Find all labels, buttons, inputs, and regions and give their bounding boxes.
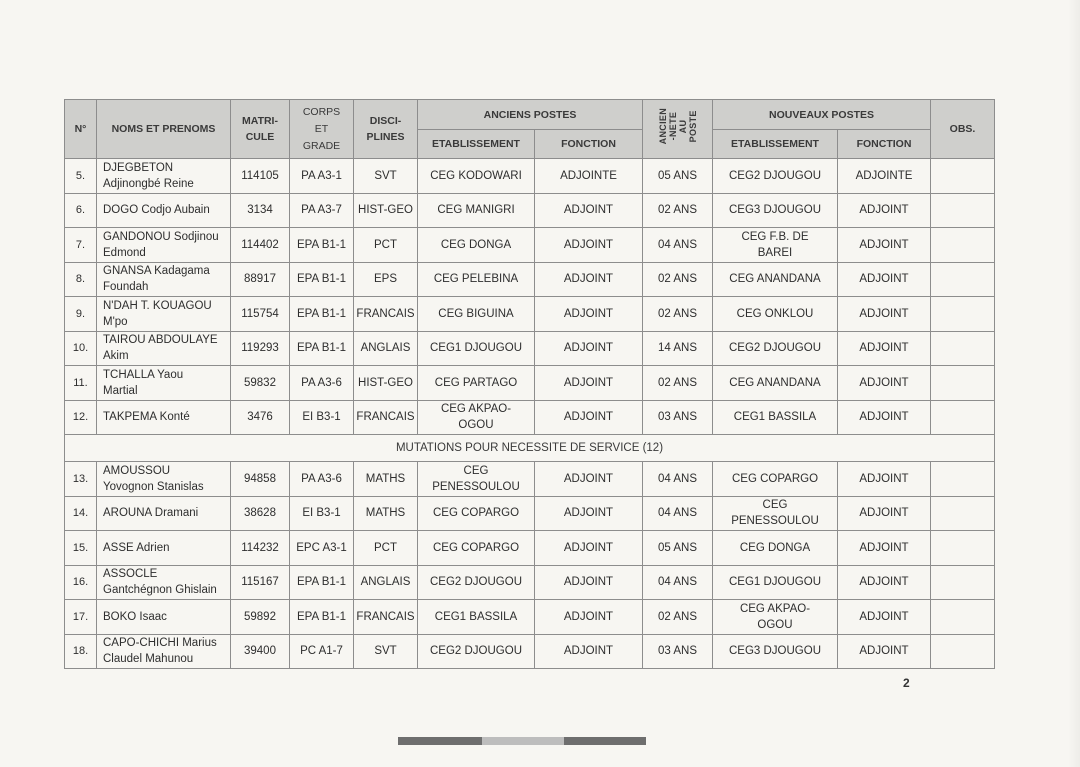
row-corps-grade: PA A3-1	[290, 159, 354, 194]
row-discipline: ANGLAIS	[354, 565, 418, 600]
row-new-fonction: ADJOINT	[838, 228, 931, 263]
row-matricule: 59892	[231, 600, 290, 635]
row-new-etablissement: CEG ANANDANA	[713, 262, 838, 297]
row-name: TCHALLA Yaou Martial	[97, 366, 231, 401]
page-number: 2	[903, 676, 910, 690]
header-anciennete	[643, 100, 713, 159]
header-new-fonction: FONCTION	[838, 130, 931, 159]
table-body-second	[65, 462, 995, 669]
header-corps-grade: CORPS ET GRADE	[290, 100, 354, 159]
row-old-etablissement: CEG2 DJOUGOU	[418, 565, 535, 600]
row-number: 8.	[65, 262, 97, 297]
row-matricule: 115167	[231, 565, 290, 600]
row-name: DOGO Codjo Aubain	[97, 193, 231, 228]
row-corps-grade: EPA B1-1	[290, 331, 354, 366]
row-discipline: MATHS	[354, 496, 418, 531]
page-edge-shadow	[1068, 0, 1080, 767]
table-row	[65, 496, 995, 531]
row-corps-grade: EPA B1-1	[290, 565, 354, 600]
row-old-fonction: ADJOINT	[535, 262, 643, 297]
row-number: 17.	[65, 600, 97, 635]
table-row	[65, 193, 995, 228]
row-old-fonction: ADJOINT	[535, 331, 643, 366]
row-anciennete: 04 ANS	[643, 228, 713, 263]
row-new-etablissement: CEG1 BASSILA	[713, 400, 838, 435]
row-anciennete: 02 ANS	[643, 366, 713, 401]
row-old-fonction: ADJOINT	[535, 634, 643, 669]
header-disciplines: DISCI- PLINES	[354, 100, 418, 159]
section-title: MUTATIONS POUR NECESSITE DE SERVICE (12)	[65, 435, 995, 462]
row-obs	[931, 159, 995, 194]
row-number: 9.	[65, 297, 97, 332]
row-discipline: EPS	[354, 262, 418, 297]
row-obs	[931, 634, 995, 669]
row-corps-grade: EPA B1-1	[290, 262, 354, 297]
row-old-fonction: ADJOINT	[535, 228, 643, 263]
row-new-fonction: ADJOINTE	[838, 159, 931, 194]
row-discipline: FRANCAIS	[354, 400, 418, 435]
table-row	[65, 159, 995, 194]
row-corps-grade: EPA B1-1	[290, 228, 354, 263]
row-name: ASSOCLE Gantchégnon Ghislain	[97, 565, 231, 600]
row-corps-grade: PA A3-6	[290, 366, 354, 401]
row-name: ASSE Adrien	[97, 531, 231, 566]
row-new-fonction: ADJOINT	[838, 531, 931, 566]
row-anciennete: 02 ANS	[643, 297, 713, 332]
table-row	[65, 331, 995, 366]
row-new-fonction: ADJOINT	[838, 600, 931, 635]
row-new-etablissement: CEG DONGA	[713, 531, 838, 566]
row-corps-grade: PA A3-7	[290, 193, 354, 228]
row-name: N'DAH T. KOUAGOU M'po	[97, 297, 231, 332]
row-anciennete: 04 ANS	[643, 496, 713, 531]
row-number: 15.	[65, 531, 97, 566]
row-new-fonction: ADJOINT	[838, 565, 931, 600]
row-corps-grade: EPC A3-1	[290, 531, 354, 566]
row-old-fonction: ADJOINT	[535, 297, 643, 332]
row-name: BOKO Isaac	[97, 600, 231, 635]
row-new-etablissement: CEG1 DJOUGOU	[713, 565, 838, 600]
row-old-etablissement: CEG MANIGRI	[418, 193, 535, 228]
row-new-fonction: ADJOINT	[838, 262, 931, 297]
row-obs	[931, 531, 995, 566]
row-name: GNANSA Kadagama Foundah	[97, 262, 231, 297]
row-new-etablissement: CEG3 DJOUGOU	[713, 634, 838, 669]
header-obs: OBS.	[931, 100, 995, 159]
row-matricule: 3134	[231, 193, 290, 228]
row-corps-grade: EPA B1-1	[290, 297, 354, 332]
mutations-table	[64, 99, 995, 669]
row-new-etablissement: CEG2 DJOUGOU	[713, 159, 838, 194]
row-number: 12.	[65, 400, 97, 435]
row-obs	[931, 262, 995, 297]
row-new-fonction: ADJOINT	[838, 193, 931, 228]
row-old-fonction: ADJOINTE	[535, 159, 643, 194]
row-anciennete: 14 ANS	[643, 331, 713, 366]
row-discipline: HIST-GEO	[354, 193, 418, 228]
header-old-fonction: FONCTION	[535, 130, 643, 159]
row-discipline: ANGLAIS	[354, 331, 418, 366]
row-new-etablissement: CEG PENESSOULOU	[713, 496, 838, 531]
row-corps-grade: EPA B1-1	[290, 600, 354, 635]
table-row	[65, 600, 995, 635]
row-new-etablissement: CEG F.B. DE BAREI	[713, 228, 838, 263]
header-new-etablissement: ETABLISSEMENT	[713, 130, 838, 159]
row-matricule: 114232	[231, 531, 290, 566]
row-matricule: 39400	[231, 634, 290, 669]
table-row	[65, 262, 995, 297]
anciennete-vertical-label: ANCIEN -NETE AU POSTE	[657, 108, 698, 145]
row-matricule: 3476	[231, 400, 290, 435]
row-old-fonction: ADJOINT	[535, 400, 643, 435]
row-matricule: 119293	[231, 331, 290, 366]
row-old-fonction: ADJOINT	[535, 462, 643, 497]
row-name: CAPO-CHICHI Marius Claudel Mahunou	[97, 634, 231, 669]
header-matricule: MATRI- CULE	[231, 100, 290, 159]
row-number: 7.	[65, 228, 97, 263]
row-anciennete: 04 ANS	[643, 565, 713, 600]
row-obs	[931, 193, 995, 228]
row-new-fonction: ADJOINT	[838, 400, 931, 435]
row-obs	[931, 331, 995, 366]
row-old-etablissement: CEG1 BASSILA	[418, 600, 535, 635]
footer-bar-segment-middle	[482, 737, 564, 745]
header-names: NOMS ET PRENOMS	[97, 100, 231, 159]
footer-bar	[398, 737, 646, 745]
header-nouveaux-postes: NOUVEAUX POSTES	[713, 100, 931, 130]
row-number: 16.	[65, 565, 97, 600]
row-old-etablissement: CEG PARTAGO	[418, 366, 535, 401]
row-old-etablissement: CEG PENESSOULOU	[418, 462, 535, 497]
row-obs	[931, 496, 995, 531]
table-row	[65, 531, 995, 566]
row-old-etablissement: CEG2 DJOUGOU	[418, 634, 535, 669]
row-number: 14.	[65, 496, 97, 531]
row-new-etablissement: CEG2 DJOUGOU	[713, 331, 838, 366]
row-number: 6.	[65, 193, 97, 228]
row-old-etablissement: CEG BIGUINA	[418, 297, 535, 332]
table-body-first	[65, 159, 995, 435]
row-name: GANDONOU Sodjinou Edmond	[97, 228, 231, 263]
row-obs	[931, 565, 995, 600]
row-number: 18.	[65, 634, 97, 669]
table-row	[65, 462, 995, 497]
row-corps-grade: PC A1-7	[290, 634, 354, 669]
row-old-etablissement: CEG COPARGO	[418, 531, 535, 566]
row-matricule: 115754	[231, 297, 290, 332]
row-old-fonction: ADJOINT	[535, 366, 643, 401]
row-new-etablissement: CEG ONKLOU	[713, 297, 838, 332]
row-discipline: PCT	[354, 228, 418, 263]
row-discipline: SVT	[354, 634, 418, 669]
row-number: 13.	[65, 462, 97, 497]
row-matricule: 59832	[231, 366, 290, 401]
row-corps-grade: PA A3-6	[290, 462, 354, 497]
row-anciennete: 05 ANS	[643, 159, 713, 194]
row-old-etablissement: CEG PELEBINA	[418, 262, 535, 297]
row-number: 5.	[65, 159, 97, 194]
row-discipline: MATHS	[354, 462, 418, 497]
row-old-fonction: ADJOINT	[535, 193, 643, 228]
table-row	[65, 366, 995, 401]
row-old-etablissement: CEG AKPAO- OGOU	[418, 400, 535, 435]
table-row	[65, 634, 995, 669]
row-anciennete: 03 ANS	[643, 400, 713, 435]
row-new-fonction: ADJOINT	[838, 331, 931, 366]
row-anciennete: 02 ANS	[643, 262, 713, 297]
row-new-fonction: ADJOINT	[838, 366, 931, 401]
header-old-etablissement: ETABLISSEMENT	[418, 130, 535, 159]
row-number: 11.	[65, 366, 97, 401]
row-matricule: 94858	[231, 462, 290, 497]
row-new-fonction: ADJOINT	[838, 634, 931, 669]
row-matricule: 114105	[231, 159, 290, 194]
row-anciennete: 02 ANS	[643, 600, 713, 635]
row-discipline: FRANCAIS	[354, 297, 418, 332]
row-old-fonction: ADJOINT	[535, 600, 643, 635]
row-discipline: SVT	[354, 159, 418, 194]
row-new-etablissement: CEG AKPAO- OGOU	[713, 600, 838, 635]
row-anciennete: 03 ANS	[643, 634, 713, 669]
row-name: TAKPEMA Konté	[97, 400, 231, 435]
row-obs	[931, 400, 995, 435]
row-new-etablissement: CEG COPARGO	[713, 462, 838, 497]
row-new-fonction: ADJOINT	[838, 462, 931, 497]
row-old-etablissement: CEG COPARGO	[418, 496, 535, 531]
row-number: 10.	[65, 331, 97, 366]
row-old-etablissement: CEG DONGA	[418, 228, 535, 263]
table-row	[65, 400, 995, 435]
section-divider	[65, 435, 995, 462]
table-header	[65, 100, 995, 159]
row-old-fonction: ADJOINT	[535, 565, 643, 600]
row-anciennete: 05 ANS	[643, 531, 713, 566]
row-new-etablissement: CEG ANANDANA	[713, 366, 838, 401]
row-matricule: 114402	[231, 228, 290, 263]
row-anciennete: 04 ANS	[643, 462, 713, 497]
table-row	[65, 565, 995, 600]
row-new-etablissement: CEG3 DJOUGOU	[713, 193, 838, 228]
row-obs	[931, 228, 995, 263]
footer-bar-segment-right	[564, 737, 646, 745]
row-name: AMOUSSOU Yovognon Stanislas	[97, 462, 231, 497]
row-anciennete: 02 ANS	[643, 193, 713, 228]
row-name: AROUNA Dramani	[97, 496, 231, 531]
row-matricule: 88917	[231, 262, 290, 297]
header-num: N°	[65, 100, 97, 159]
row-obs	[931, 297, 995, 332]
row-old-fonction: ADJOINT	[535, 496, 643, 531]
row-discipline: PCT	[354, 531, 418, 566]
row-old-fonction: ADJOINT	[535, 531, 643, 566]
row-matricule: 38628	[231, 496, 290, 531]
table-row	[65, 297, 995, 332]
row-obs	[931, 462, 995, 497]
row-obs	[931, 366, 995, 401]
row-corps-grade: EI B3-1	[290, 400, 354, 435]
row-obs	[931, 600, 995, 635]
row-old-etablissement: CEG KODOWARI	[418, 159, 535, 194]
row-old-etablissement: CEG1 DJOUGOU	[418, 331, 535, 366]
row-discipline: HIST-GEO	[354, 366, 418, 401]
table-row	[65, 228, 995, 263]
footer-bar-segment-left	[398, 737, 482, 745]
row-discipline: FRANCAIS	[354, 600, 418, 635]
row-name: TAIROU ABDOULAYE Akim	[97, 331, 231, 366]
row-name: DJEGBETON Adjinongbé Reine	[97, 159, 231, 194]
row-new-fonction: ADJOINT	[838, 496, 931, 531]
row-new-fonction: ADJOINT	[838, 297, 931, 332]
row-corps-grade: EI B3-1	[290, 496, 354, 531]
header-anciens-postes: ANCIENS POSTES	[418, 100, 643, 130]
